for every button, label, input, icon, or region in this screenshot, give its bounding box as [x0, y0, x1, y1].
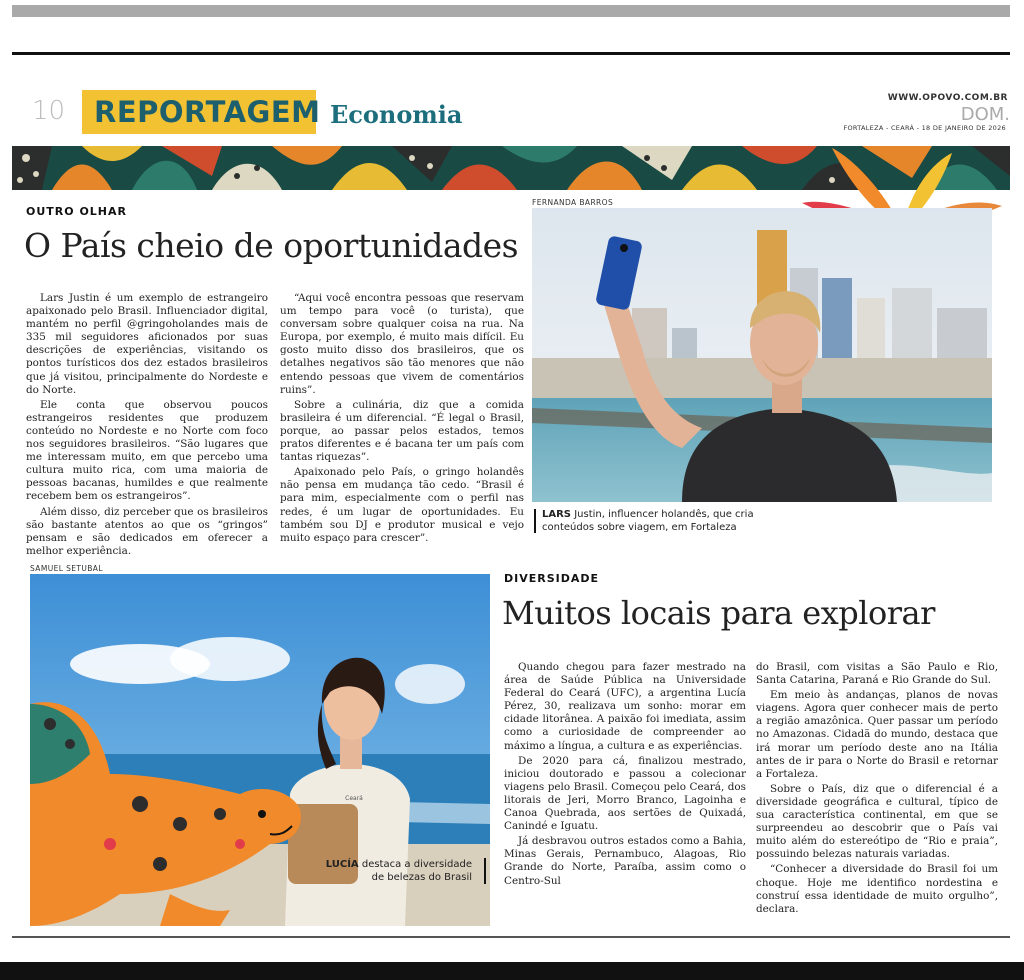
- subsection-label: Economia: [330, 100, 463, 129]
- caption-bar-2: [484, 858, 486, 884]
- lars-selfie-photo-icon: [532, 208, 992, 502]
- paragraph: “Aqui você encontra pessoas que reservam um tempo para você (o turista), que conversam sobre qualquer coisa na rua. Na Europa, por exemplo, é muito mais difícil. Eu gosto muito disso dos brasileiros, que os detalhes negativos são tão menores que não entendo pessoas que vivem de comentários ruins”.: [280, 292, 524, 396]
- caption-bar-1: [534, 509, 536, 533]
- paragraph: Quando chegou para fazer mestrado na área de Saúde Pública na Universidade Federal do Ceará (UFC), a argentina Lucía Pérez, 30, realizava um sonho: morar em cidade litorânea. A paixão foi imediata, assim como a curiosidade de compreender ao máximo a língua, a cultura e as experiências.: [504, 661, 746, 752]
- paragraph: Já desbravou outros estados como a Bahia, Minas Gerais, Pernambuco, Alagoas, Rio Grande do Norte, Paraíba, assim como o Centro-Sul: [504, 835, 746, 887]
- caption-2: [312, 858, 472, 884]
- kicker-diversidade: DIVERSIDADE: [504, 572, 600, 585]
- article2-column2: [756, 661, 998, 918]
- place-date: FORTALEZA - CEARÁ - 18 DE JANEIRO DE 2026: [843, 124, 1006, 132]
- paragraph: Ele conta que observou poucos estrangeiros residentes que produzem conteúdo no Nordeste e no Norte com foco nos seguidores brasileiros. “São lugares que me interessam muito, em que percebo uma cultura muito rica, com uma maioria de pessoas bacanas, humildes e que realmente recebem bem os estrangeiros”.: [26, 398, 268, 503]
- headline-article1: O País cheio de oportunidades: [24, 226, 519, 265]
- top-gray-bar: [12, 5, 1010, 17]
- paragraph: Além disso, diz perceber que os brasileiros são bastante atentos ao que os “gringos” pensam e são dedicados em oferecer a melhor experiência.: [26, 505, 268, 557]
- article2-column1: [504, 661, 746, 890]
- caption-text: destaca a diversidade: [358, 859, 472, 870]
- caption-lead: LARS: [542, 509, 572, 520]
- paragraph: Lars Justin é um exemplo de estrangeiro apaixonado pelo Brasil. Influenciador digital, mantém no perfil @gringoholandes mais de 335 mil seguidores aficionados por suas descrições de experiências, visitando os pontos turísticos dos dez estados brasileiros que já visitou, principalmente do Nordeste e do Norte.: [26, 292, 268, 396]
- caption-lead: LUCÍA: [325, 859, 359, 870]
- paragraph: Em meio às andanças, planos de novas viagens. Agora quer conhecer mais de perto a região amazônica. Quer passar um período no Amazonas. Cidadã do mundo, destaca que irá morar um período deste ano na Itália antes de ir para o Norte do Brasil e retornar a Fortaleza.: [756, 689, 998, 780]
- caption-1: [542, 508, 802, 534]
- bottom-rule: [12, 936, 1010, 938]
- newspaper-page: [12, 88, 1010, 928]
- paragraph: De 2020 para cá, finalizou mestrado, iniciou doutorado e passou a colecionar viagens pelo Brasil. Começou pelo Ceará, dos litorais de Jeri, Morro Branco, Lagoinha e Canoa Quebrada, aos sertões de Quixadá, Canindé e Iguatu.: [504, 754, 746, 833]
- edition-day: DOM.: [960, 104, 1010, 125]
- shirt-text: Ceará: [345, 795, 363, 802]
- site-url: WWW.OPOVO.COM.BR: [887, 93, 1008, 103]
- headline-article2: Muitos locais para explorar: [502, 594, 935, 632]
- bottom-black-bar: [0, 962, 1024, 980]
- top-rule: [12, 52, 1010, 55]
- caption-text: Justin, influencer holandês, que cria conteúdos sobre viagem, em Fortaleza: [542, 509, 754, 533]
- paragraph: Apaixonado pelo País, o gringo holandês não pensa em mudança tão cedo. “Brasil é para mim, especialmente com o perfil nas redes, é um lugar de oportunidades. Eu também sou DJ e produtor musical e vejo muito espaço para crescer”.: [280, 466, 524, 544]
- photo-lars-selfie: [532, 208, 992, 502]
- page-number: 10: [32, 96, 66, 126]
- kicker-outro-olhar: OUTRO OLHAR: [26, 205, 127, 218]
- photo-credit-2: SAMUEL SETUBAL: [30, 564, 103, 573]
- caption-text: de belezas do Brasil: [371, 872, 472, 883]
- article1-column2: [280, 292, 524, 547]
- section-label: REPORTAGEM: [94, 95, 321, 129]
- paragraph: “Conhecer a diversidade do Brasil foi um choque. Hoje me identifico nordestina e construí essa identidade de muito orgulho”, declara.: [756, 863, 998, 915]
- paragraph: do Brasil, com visitas a São Paulo e Rio, Santa Catarina, Paraná e Rio Grande do Sul.: [756, 661, 998, 687]
- article1-column1: [26, 292, 268, 560]
- paragraph: Sobre o País, diz que o diferencial é a diversidade geográfica e cultural, típico de sua característica continental, em que se surpreendeu ao descobrir que o País vai muito além do estereótipo de “Rio e praia”, possuindo belezas naturais variadas.: [756, 782, 998, 861]
- photo-credit-1: FERNANDA BARROS: [532, 198, 614, 207]
- paragraph: Sobre a culinária, diz que a comida brasileira é um diferencial. “É legal o Brasil, porque, ao passar pelos estados, temos pratos diferentes e é bacana ter um país com tantas riquezas”.: [280, 398, 524, 464]
